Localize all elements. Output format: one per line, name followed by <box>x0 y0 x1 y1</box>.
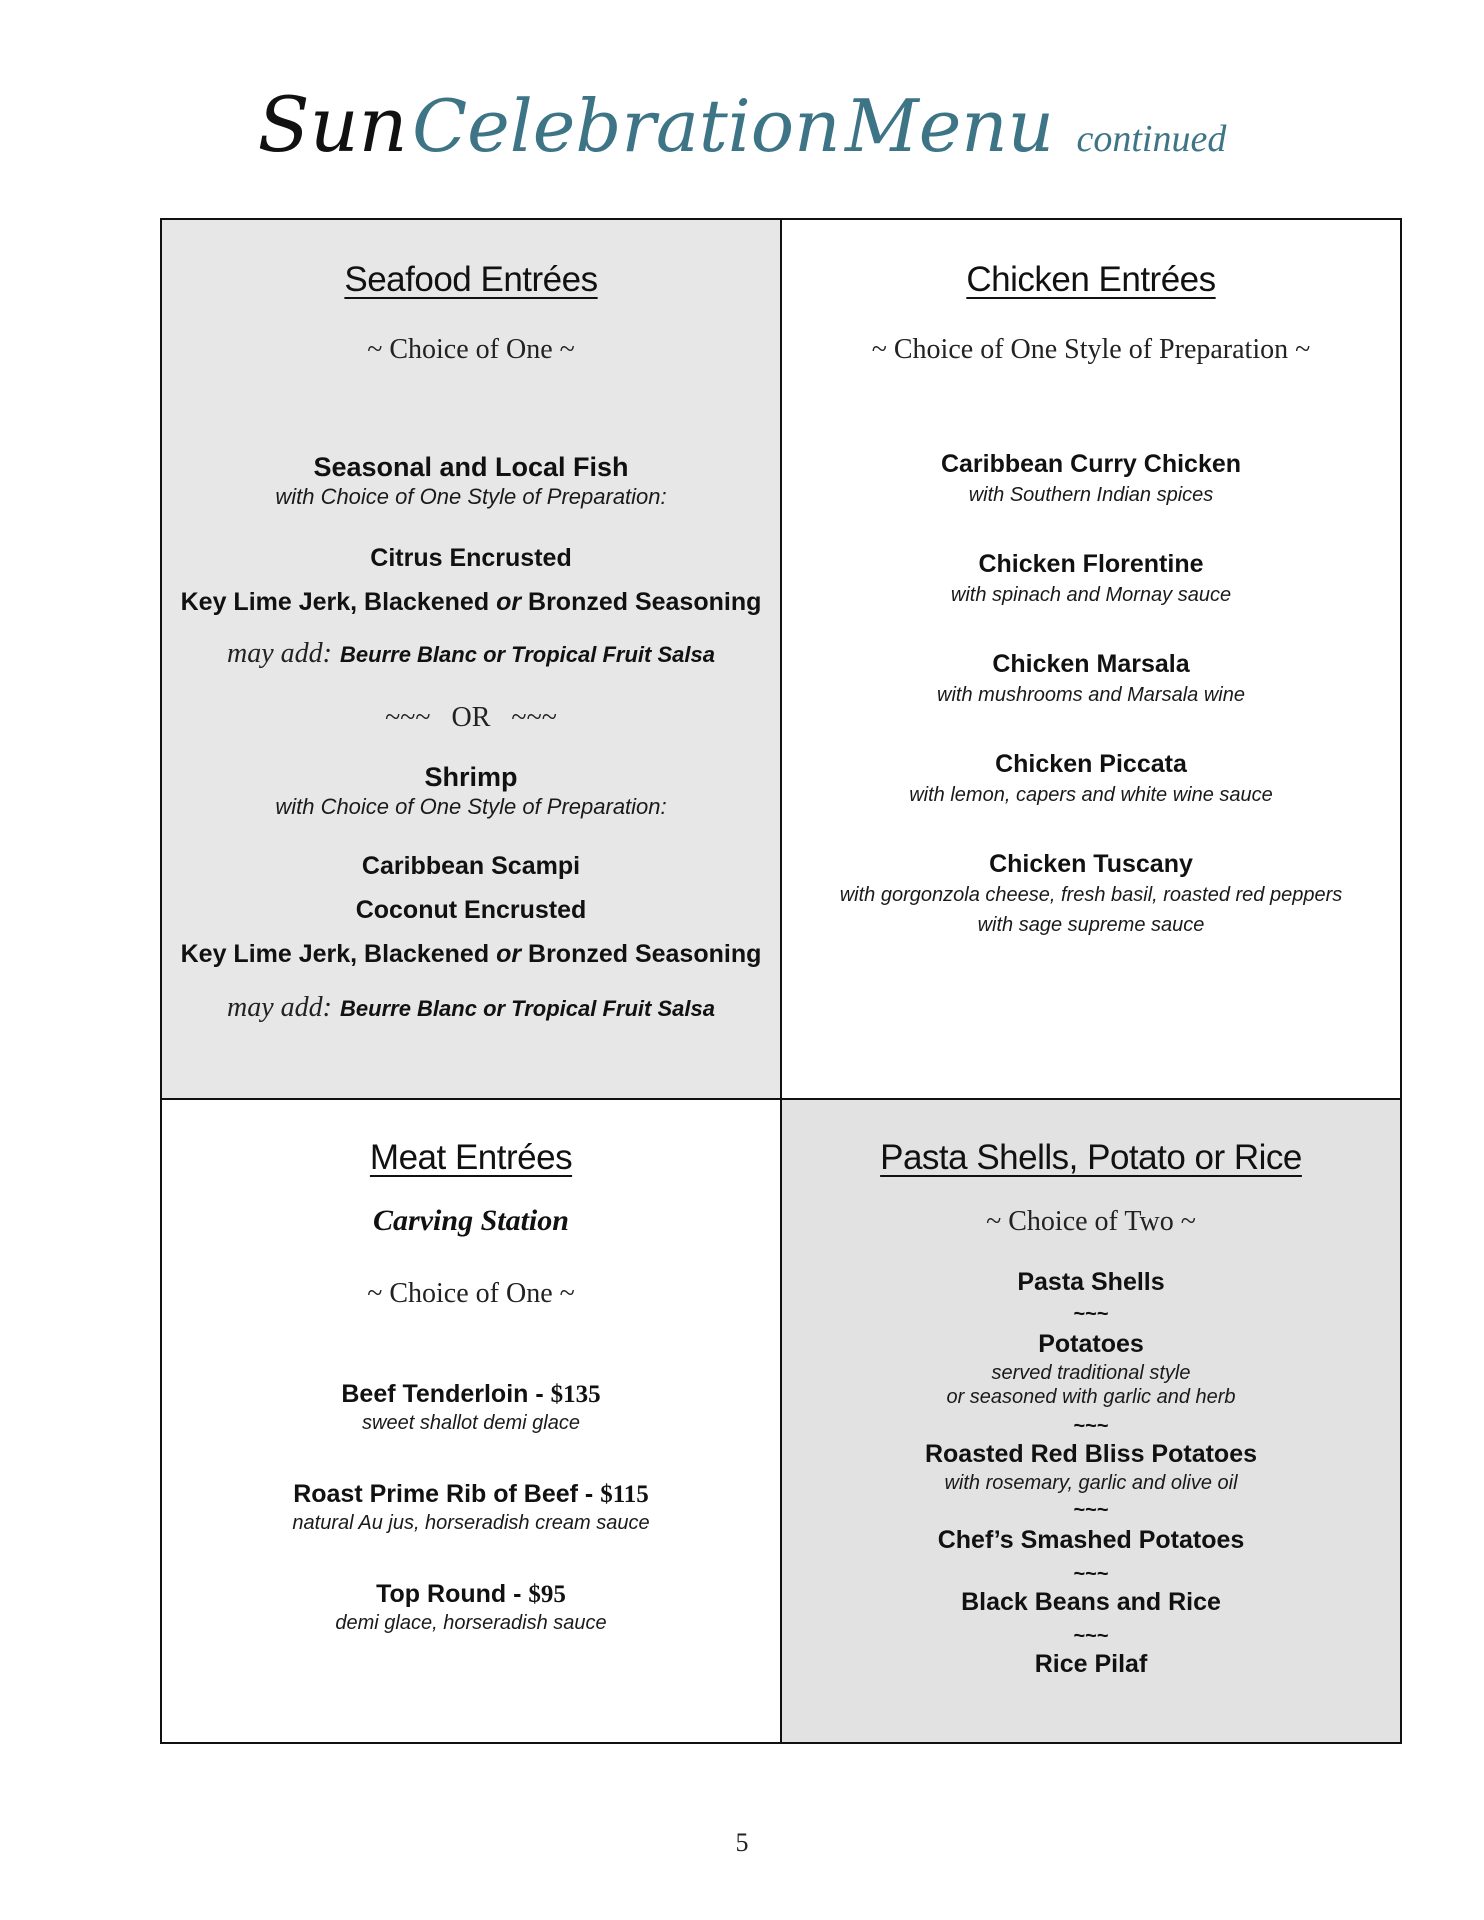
chicken-item-desc-2: with sage supreme sauce <box>977 914 1205 936</box>
menu-grid <box>160 218 1402 1744</box>
shrimp-may-add: may add: Beurre Blanc or Tropical Fruit Salsa <box>227 992 715 1023</box>
chicken-section <box>782 220 1400 1100</box>
meat-item-desc: demi glace, horseradish sauce <box>335 1612 607 1634</box>
fish-style: Citrus Encrusted <box>370 544 572 572</box>
chicken-item-desc: with gorgonzola cheese, fresh basil, roasted red peppers <box>839 884 1343 906</box>
meat-item-price: $95 <box>528 1581 566 1608</box>
seafood-section <box>162 220 782 1100</box>
fish-name: Seasonal and Local Fish <box>313 452 629 482</box>
shrimp-jerk-style: Key Lime Jerk, Blackened or Bronzed Seasoning <box>180 940 762 968</box>
chicken-item-name: Chicken Piccata <box>995 750 1187 778</box>
meat-item-desc: sweet shallot demi glace <box>362 1412 580 1434</box>
tilde-divider: ~~~ <box>1073 1303 1109 1325</box>
seafood-heading: Seafood Entrées <box>344 260 598 299</box>
fish-jerk-style: Key Lime Jerk, Blackened or Bronzed Seasoning <box>180 588 762 616</box>
title-continued: continued <box>1076 118 1227 160</box>
side-item-name: Roasted Red Bliss Potatoes <box>924 1440 1258 1468</box>
title-menu: Menu <box>844 84 1055 168</box>
chicken-item-name: Chicken Tuscany <box>989 850 1193 878</box>
sides-section <box>782 1100 1400 1742</box>
tilde-divider: ~~~ <box>1073 1499 1109 1521</box>
meat-section <box>162 1100 782 1742</box>
page-number: 5 <box>735 1828 749 1857</box>
fish-desc: with Choice of One Style of Preparation: <box>275 484 667 509</box>
shrimp-desc: with Choice of One Style of Preparation: <box>275 794 667 819</box>
side-item-desc: served traditional style <box>991 1362 1191 1384</box>
title-sun: Sun <box>257 80 408 169</box>
sides-choice: ~ Choice of Two ~ <box>986 1206 1196 1237</box>
meat-heading: Meat Entrées <box>369 1138 573 1177</box>
or-divider: ~~~ OR ~~~ <box>385 702 557 733</box>
chicken-item-name: Chicken Marsala <box>992 650 1190 678</box>
side-item-name: Black Beans and Rice <box>961 1588 1221 1616</box>
tilde-divider: ~~~ <box>1073 1415 1109 1437</box>
chicken-heading: Chicken Entrées <box>966 260 1216 299</box>
side-item-desc: with rosemary, garlic and olive oil <box>944 1472 1238 1494</box>
chicken-choice: ~ Choice of One Style of Preparation ~ <box>871 334 1311 365</box>
side-item-name: Chef’s Smashed Potatoes <box>937 1526 1245 1554</box>
seafood-choice: ~ Choice of One ~ <box>367 334 575 365</box>
side-item-name: Pasta Shells <box>1017 1268 1165 1296</box>
meat-choice: ~ Choice of One ~ <box>367 1278 575 1309</box>
meat-item-name: Top Round - $95 <box>376 1580 566 1608</box>
fish-may-add: may add: Beurre Blanc or Tropical Fruit Salsa <box>227 638 715 669</box>
chicken-item-desc: with Southern Indian spices <box>968 484 1214 506</box>
carving-station: Carving Station <box>373 1204 569 1237</box>
menu-title <box>0 80 1484 169</box>
title-celebration: Celebration <box>412 84 841 168</box>
meat-item-name: Roast Prime Rib of Beef - $115 <box>293 1480 649 1508</box>
side-item-name: Potatoes <box>1038 1330 1144 1358</box>
chicken-item-desc: with mushrooms and Marsala wine <box>937 684 1245 706</box>
shrimp-style: Coconut Encrusted <box>355 896 587 924</box>
shrimp-style: Caribbean Scampi <box>361 852 581 880</box>
side-item-name: Rice Pilaf <box>1034 1650 1148 1678</box>
shrimp-name: Shrimp <box>424 762 518 792</box>
chicken-item-desc: with lemon, capers and white wine sauce <box>909 784 1273 806</box>
meat-item-price: $115 <box>600 1481 649 1508</box>
meat-item-desc: natural Au jus, horseradish cream sauce <box>292 1512 650 1534</box>
chicken-item-name: Chicken Florentine <box>978 550 1204 578</box>
side-item-desc-2: or seasoned with garlic and herb <box>946 1386 1236 1408</box>
chicken-item-desc: with spinach and Mornay sauce <box>950 584 1232 606</box>
sides-heading: Pasta Shells, Potato or Rice <box>880 1138 1302 1177</box>
tilde-divider: ~~~ <box>1073 1625 1109 1647</box>
meat-item-price: $135 <box>550 1381 601 1408</box>
chicken-item-name: Caribbean Curry Chicken <box>940 450 1242 478</box>
meat-item-name: Beef Tenderloin - $135 <box>341 1380 601 1408</box>
tilde-divider: ~~~ <box>1073 1563 1109 1585</box>
